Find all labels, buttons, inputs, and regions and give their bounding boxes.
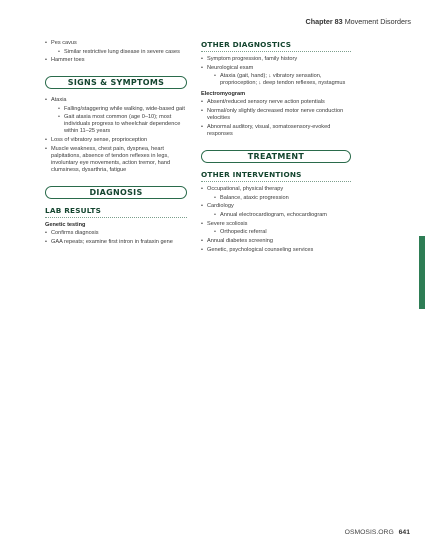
list-item: • Cardiology • Annual electrocardiogram, echocardiogram bbox=[201, 203, 351, 219]
other-diagnostics-list bbox=[201, 56, 351, 87]
chapter-number: Chapter 83 bbox=[305, 17, 343, 26]
sub-list-item: • Similar restrictive lung disease in severe cases bbox=[58, 49, 187, 56]
list-item: • Hammer toes bbox=[45, 57, 187, 64]
sub-list-item: • Ataxia (gait, hand); ↓ vibratory sensation, proprioception; ↓ deep tendon reflexes, nystagmus bbox=[214, 73, 351, 87]
list-item: • Muscle weakness, chest pain, dyspnea, heart palpitations, absence of tendon reflexes in legs, involuntary eye movements, action tremor, hand clumsiness, dysarthria, fatigue bbox=[45, 146, 187, 174]
sub-list-item: • Gait ataxia most common (age 0–10); most individuals progress to wheelchair dependence within 11–25 years bbox=[58, 114, 187, 135]
other-diagnostics-heading: OTHER DIAGNOSTICS bbox=[201, 40, 292, 49]
page-footer bbox=[345, 529, 410, 536]
list-item: • Severe scoliosis • Orthopedic referral bbox=[201, 221, 351, 237]
lab-results-heading: LAB RESULTS bbox=[45, 206, 102, 216]
list-item: • Absent/reduced sensory nerve action potentials bbox=[201, 99, 351, 106]
electromyogram-heading: Electromyogram bbox=[201, 91, 246, 98]
list-item: • Ataxia • Falling/staggering while walking, wide-based gait • Gait ataxia most common (age 0–10); most individuals progress to wheelchair dependence within 11–25 years bbox=[45, 97, 187, 135]
sub-list-item: • Orthopedic referral bbox=[214, 229, 351, 236]
list-item: • Pes cavus • Similar restrictive lung disease in severe cases bbox=[45, 40, 187, 56]
sub-list-item: • Falling/staggering while walking, wide-based gait bbox=[58, 106, 187, 113]
other-interventions-heading: OTHER INTERVENTIONS bbox=[201, 169, 302, 179]
chapter-side-tab bbox=[419, 236, 425, 309]
genetic-testing-heading: Genetic testing bbox=[45, 222, 86, 229]
interventions-list bbox=[201, 186, 351, 254]
treatment-banner: TREATMENT bbox=[201, 150, 351, 163]
electromyogram-list bbox=[201, 99, 351, 138]
list-item: • Confirms diagnosis bbox=[45, 230, 187, 237]
list-item: • Abnormal auditory, visual, somatosensory-evoked responses bbox=[201, 124, 351, 138]
list-item: • Normal/only slightly decreased motor nerve conduction velocities bbox=[201, 108, 351, 122]
list-item: • Genetic, psychological counseling services bbox=[201, 247, 351, 254]
site-name: OSMOSIS.ORG bbox=[344, 529, 394, 536]
page-header bbox=[306, 17, 411, 26]
list-item: • Symptom progression, family history bbox=[201, 56, 351, 63]
signs-symptoms-banner: SIGNS & SYMPTOMS bbox=[45, 76, 187, 89]
diagnosis-banner: DIAGNOSIS bbox=[45, 186, 187, 199]
left-column bbox=[45, 40, 187, 248]
list-item: • Occupational, physical therapy • Balance, ataxic progression bbox=[201, 186, 351, 202]
divider bbox=[201, 181, 351, 182]
divider bbox=[201, 51, 351, 52]
genetic-testing-list bbox=[45, 230, 187, 246]
sub-list-item: • Annual electrocardiogram, echocardiogram bbox=[214, 212, 351, 219]
signs-list bbox=[45, 97, 187, 174]
chapter-title: Movement Disorders bbox=[344, 17, 411, 26]
page-number: 641 bbox=[398, 529, 410, 536]
sub-list-item: • Balance, ataxic progression bbox=[214, 195, 351, 202]
list-item: • Annual diabetes screening bbox=[201, 238, 351, 245]
list-item: • GAA repeats; examine first intron in frataxin gene bbox=[45, 239, 187, 246]
divider bbox=[45, 217, 187, 218]
list-item: • Neurological exam • Ataxia (gait, hand); ↓ vibratory sensation, proprioception; ↓ deep tendon reflexes, nystagmus bbox=[201, 65, 351, 88]
top-list bbox=[45, 40, 187, 64]
right-column bbox=[201, 40, 351, 256]
list-item: • Loss of vibratory sense, proprioception bbox=[45, 137, 187, 144]
